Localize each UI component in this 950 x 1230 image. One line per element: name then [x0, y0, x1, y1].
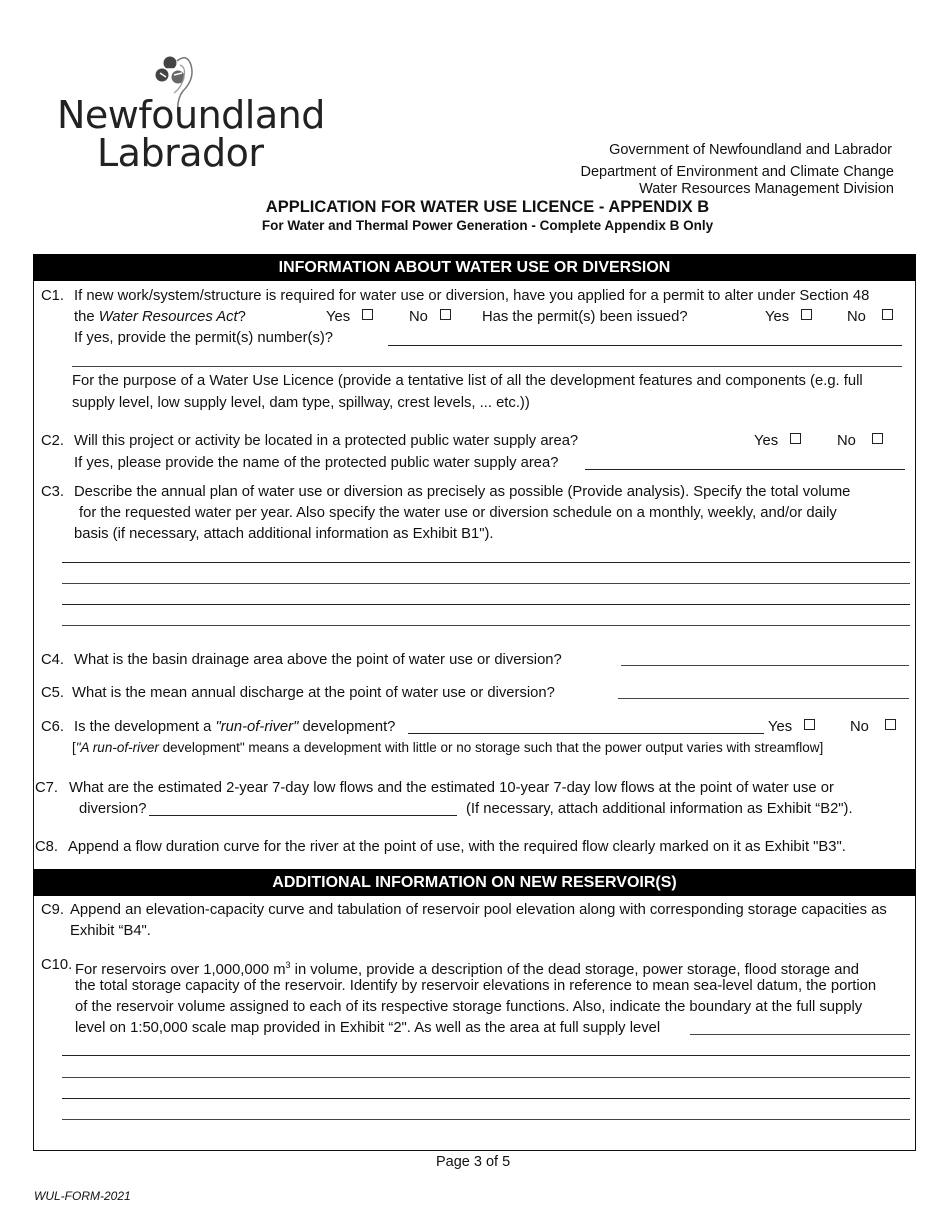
c1-issued-no[interactable]: No	[847, 308, 893, 326]
page-subtitle: For Water and Thermal Power Generation - Complete Appendix B Only	[261, 218, 714, 233]
form-id: WUL-FORM-2021	[34, 1189, 131, 1203]
c6-answer-field[interactable]	[408, 733, 764, 734]
c10-answer-line[interactable]	[62, 1119, 910, 1120]
c1-issued-yes[interactable]: Yes	[765, 308, 812, 326]
c8-number: C8.	[35, 839, 59, 855]
c1-question: If new work/system/structure is required for water use or diversion, have you applied for a permit to alter under Section 48	[74, 288, 870, 304]
c6-number: C6.	[41, 719, 65, 735]
c7-line2-note: (If necessary, attach additional information as Exhibit “B2").	[466, 801, 853, 817]
c3-line3: basis (if necessary, attach additional information as Exhibit B1").	[74, 526, 494, 542]
section-heading-water-use: INFORMATION ABOUT WATER USE OR DIVERSION	[33, 254, 916, 281]
c4-answer-field[interactable]	[621, 665, 909, 666]
c1-permit-no[interactable]: No	[409, 308, 451, 326]
checkbox[interactable]	[440, 309, 451, 320]
c10-line4: level on 1:50,000 scale map provided in Exhibit “2". As well as the area at full supply level	[75, 1020, 661, 1036]
c9-line2: Exhibit “B4".	[70, 923, 151, 939]
division-line: Water Resources Management Division	[639, 181, 894, 197]
c3-answer-line[interactable]	[62, 625, 910, 626]
c6-yes[interactable]: Yes	[768, 718, 815, 736]
checkbox[interactable]	[804, 719, 815, 730]
c3-answer-line[interactable]	[62, 562, 910, 563]
checkbox[interactable]	[882, 309, 893, 320]
c7-number: C7.	[35, 780, 59, 796]
section-heading-reservoirs: ADDITIONAL INFORMATION ON NEW RESERVOIR(S)	[33, 869, 916, 896]
c2-no[interactable]: No	[837, 432, 883, 450]
c6-question: Is the development a "run-of-river" development?	[74, 719, 396, 735]
c6-definition-note: ["A run-of-river development" means a development with little or no storage such that the power output varies with streamflow]	[72, 740, 824, 755]
c10-line2: the total storage capacity of the reservoir. Identify by reservoir elevations in reference to mean sea-level datum, the portion	[75, 978, 877, 994]
c2-number: C2.	[41, 433, 65, 449]
c5-number: C5.	[41, 685, 65, 701]
c10-answer-line[interactable]	[62, 1098, 910, 1099]
c2-question: Will this project or activity be located in a protected public water supply area?	[74, 433, 579, 449]
c5-answer-field[interactable]	[618, 698, 909, 699]
c1-number: C1.	[41, 288, 65, 304]
c10-line3: of the reservoir volume assigned to each of its respective storage functions. Also, indicate the boundary at the full supply	[75, 999, 863, 1015]
c1-purpose-line1: For the purpose of a Water Use Licence (provide a tentative list of all the development features and components (e.g. full	[72, 373, 863, 389]
checkbox[interactable]	[885, 719, 896, 730]
page-title: APPLICATION FOR WATER USE LICENCE - APPENDIX B	[265, 198, 710, 216]
c7-answer-field[interactable]	[149, 815, 457, 816]
c1-permit-number-prompt: If yes, provide the permit(s) number(s)?	[74, 330, 334, 346]
c1-purpose-line2: supply level, low supply level, dam type, spillway, crest levels, ... etc.))	[72, 395, 530, 411]
c1-permit-number-field[interactable]	[388, 345, 902, 346]
c10-answer-line[interactable]	[62, 1077, 910, 1078]
c2-name-field[interactable]	[585, 469, 905, 470]
c2-yes[interactable]: Yes	[754, 432, 801, 450]
c9-line1: Append an elevation-capacity curve and tabulation of reservoir pool elevation along with corresponding storage capacities as	[70, 902, 887, 918]
c10-answer-line[interactable]	[62, 1055, 910, 1056]
logo-text-newfoundland: Newfoundland	[57, 93, 325, 137]
c1-issued-question: Has the permit(s) been issued?	[482, 309, 688, 325]
c1-permit-yes[interactable]: Yes	[326, 308, 373, 326]
c8-text: Append a flow duration curve for the river at the point of use, with the required flow clearly marked on it as Exhibit "B3".	[68, 839, 846, 855]
page-number: Page 3 of 5	[436, 1154, 511, 1170]
c7-line2-prompt: diversion?	[79, 801, 147, 817]
c3-number: C3.	[41, 484, 65, 500]
c3-line1: Describe the annual plan of water use or diversion as precisely as possible (Provide analysis). Specify the total volume	[74, 484, 851, 500]
c9-number: C9.	[41, 902, 65, 918]
c6-no[interactable]: No	[850, 718, 896, 736]
c10-number: C10.	[41, 957, 73, 973]
gov-line: Government of Newfoundland and Labrador	[609, 142, 892, 158]
checkbox[interactable]	[362, 309, 373, 320]
c2-name-prompt: If yes, please provide the name of the protected public water supply area?	[74, 455, 559, 471]
c10-line1: For reservoirs over 1,000,000 $m^3$ in volume, provide a description of the dead storage, power storage, flood storage and	[75, 960, 859, 978]
dept-line: Department of Environment and Climate Change	[580, 164, 894, 180]
c3-line2: for the requested water per year. Also specify the water use or diversion schedule on a monthly, weekly, and/or daily	[79, 505, 837, 521]
checkbox[interactable]	[801, 309, 812, 320]
c3-answer-line[interactable]	[62, 604, 910, 605]
c10-area-field[interactable]	[690, 1034, 910, 1035]
c7-line1: What are the estimated 2-year 7-day low flows and the estimated 10-year 7-day low flows at the point of water use or	[69, 780, 834, 796]
c3-answer-line[interactable]	[62, 583, 910, 584]
logo-text-labrador: Labrador	[97, 131, 264, 175]
newfoundland-labrador-logo	[55, 55, 325, 175]
c5-question: What is the mean annual discharge at the point of water use or diversion?	[72, 685, 555, 701]
c4-number: C4.	[41, 652, 65, 668]
c1-divider	[72, 366, 902, 367]
checkbox[interactable]	[872, 433, 883, 444]
c4-question: What is the basin drainage area above the point of water use or diversion?	[74, 652, 562, 668]
checkbox[interactable]	[790, 433, 801, 444]
c1-act-text: the Water Resources Act?	[74, 309, 246, 325]
